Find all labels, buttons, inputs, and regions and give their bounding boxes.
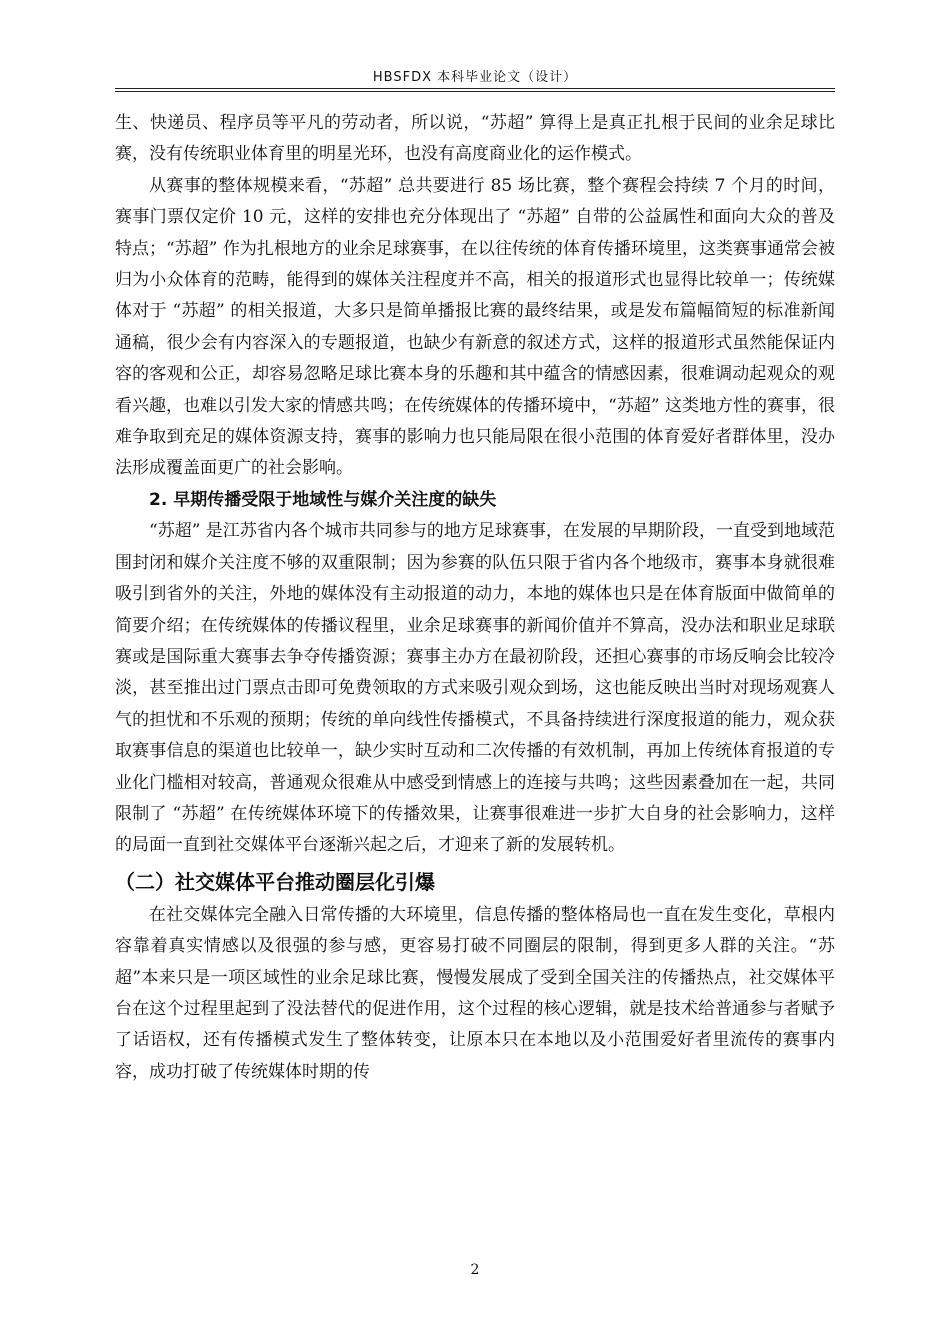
page-number: 2 [470, 1262, 480, 1278]
paragraph-event-scale: 从赛事的整体规模来看，“苏超” 总共要进行 85 场比赛，整个赛程会持续 7 个月的时间，赛事门票仅定价 10 元，这样的安排也充分体现出了 “苏超” 自带的公益属性和面向大众的普及特点；“苏超” 作为扎根地方的业余足球赛事，在以往传统的体育传播环境里，这类赛事通常会被归为小众体育的范畴，能得到的媒体关注程度并不高，相关的报道形式也显得比较单一；传统媒体对于 “苏超” 的相关报道，大多只是简单播报比赛的最终结果，或是发布篇幅简短的标准新闻通稿，很少会有内容深入的专题报道，也缺少有新意的叙述方式，这样的报道形式虽然能保证内容的客观和公正，却容易忽略足球比赛本身的乐趣和其中蕴含的情感因素，很难调动起观众的观看兴趣，也难以引发大家的情感共鸣；在传统媒体的传播环境中，“苏超” 这类地方性的赛事，很难争取到充足的媒体资源支持，赛事的影响力也只能局限在很小范围的体育爱好者群体里，没办法形成覆盖面更广的社会影响。 [115, 175, 835, 479]
paragraph-social-media: 在社交媒体完全融入日常传播的大环境里，信息传播的整体格局也一直在发生变化，草根内容靠着真实情感以及很强的参与感，更容易打破不同圈层的限制，得到更多人群的关注。“苏超”本来只是一项区域性的业余足球比赛，慢慢发展成了受到全国关注的传播热点，社交媒体平台在这个过程里起到了没法替代的促进作用，这个过程的核心逻辑，就是技术给普通参与者赋予了话语权，还有传播模式发生了整体转变，让原本只在本地以及小范围爱好者里流传的赛事内容，成功打破了传统媒体时期的传 [115, 904, 835, 1082]
body-text [115, 108, 835, 1088]
paragraph-continuation: 生、快递员、程序员等平凡的劳动者，所以说，“苏超” 算得上是真正扎根于民间的业余足球比赛，没有传统职业体育里的明星光环，也没有高度商业化的运作模式。 [115, 113, 835, 165]
subsection-heading: 2. 早期传播受限于地域性与媒介关注度的缺失 [149, 489, 497, 510]
section-heading: （二）社交媒体平台推动圈层化引爆 [115, 869, 435, 894]
paragraph-early-limits: “苏超” 是江苏省内各个城市共同参与的地方足球赛事，在发展的早期阶段，一直受到地域范围封闭和媒介关注度不够的双重限制；因为参赛的队伍只限于省内各个地级市，赛事本身就很难吸引到省外的关注，外地的媒体没有主动报道的动力，本地的媒体也只是在体育版面中做简单的简要介绍；在传统媒体的传播议程里，业余足球赛事的新闻价值并不算高，没办法和职业足球联赛或是国际重大赛事去争夺传播资源；赛事主办方在最初阶段，还担心赛事的市场反响会比较冷淡，甚至推出过门票点击即可免费领取的方式来吸引观众到场，这也能反映出当时对现场观赛人气的担忧和不乐观的预期；传统的单向线性传播模式，不具备持续进行深度报道的能力，观众获取赛事信息的渠道也比较单一，缺少实时互动和二次传播的有效机制，再加上传统体育报道的专业化门槛相对较高，普通观众很难从中感受到情感上的连接与共鸣；这些因素叠加在一起，共同限制了 “苏超” 在传统媒体环境下的传播效果，让赛事很难进一步扩大自身的社会影响力，这样的局面一直到社交媒体平台逐渐兴起之后，才迎来了新的发展转机。 [115, 521, 835, 856]
header-rule [115, 88, 835, 92]
running-header: HBSFDX 本科毕业论文（设计） [372, 70, 578, 85]
